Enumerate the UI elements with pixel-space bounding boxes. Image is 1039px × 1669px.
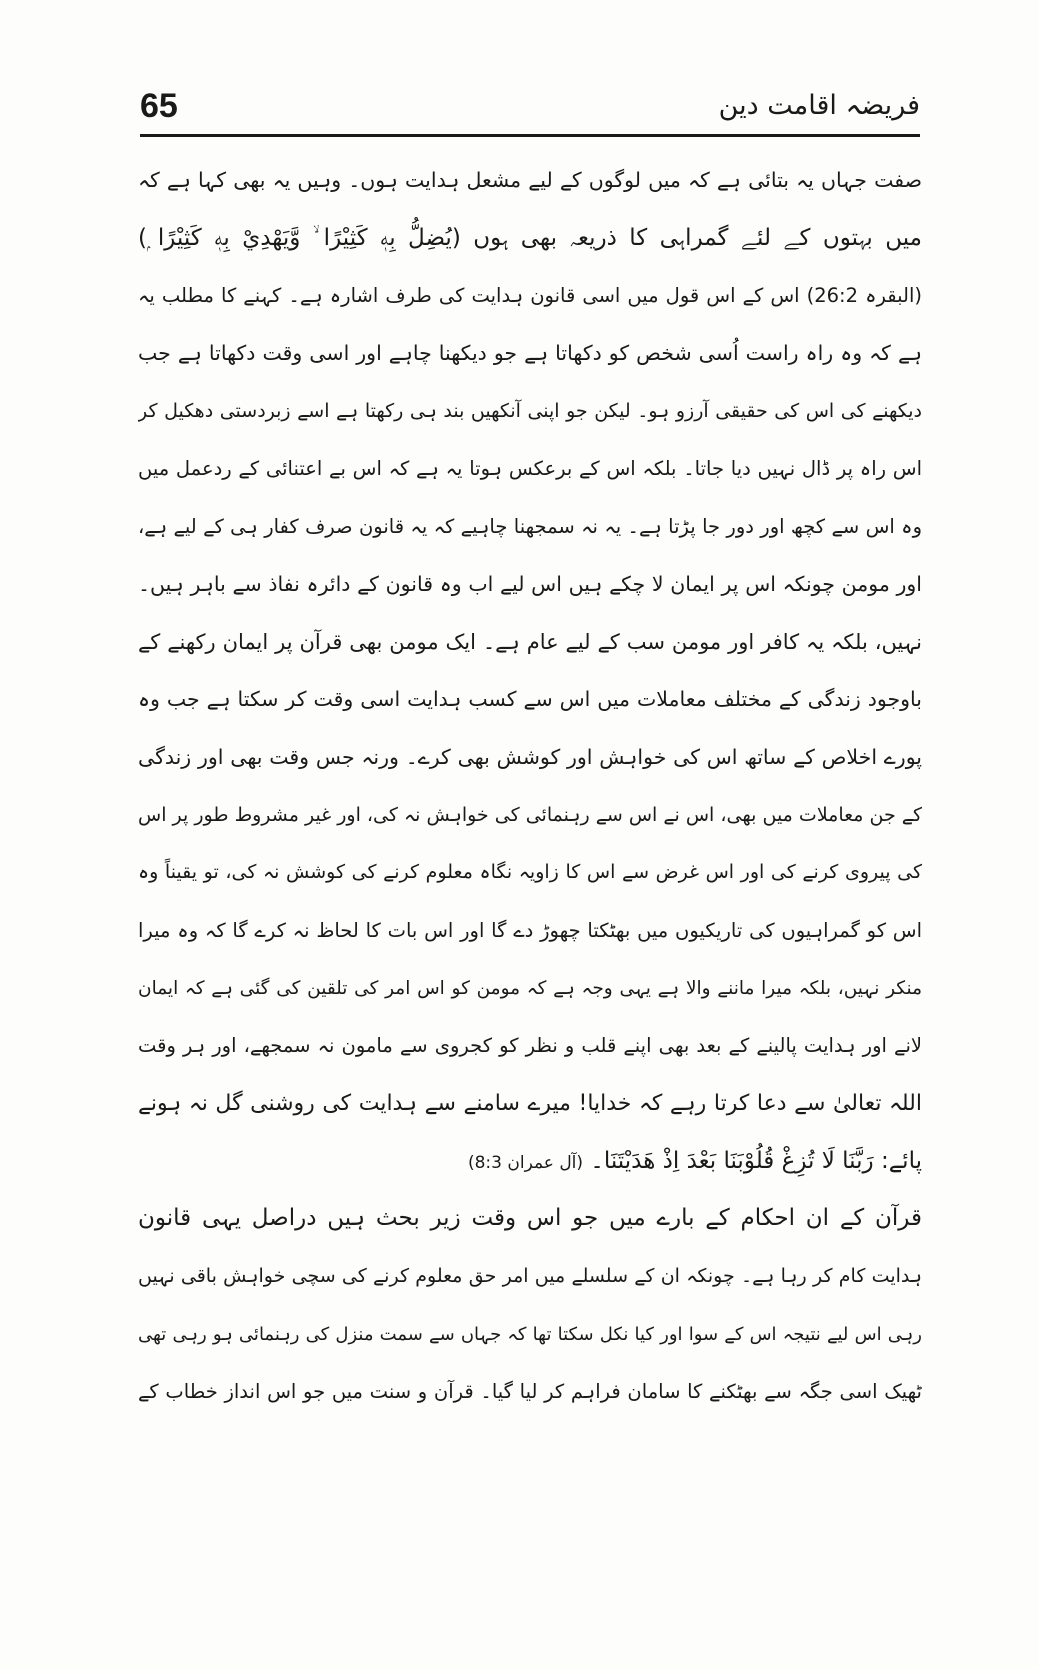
text-line: اور مومن چونکہ اس پر ایمان لا چکے ہیں اس لیے اب وہ قانون کے دائرہ نفاذ سے باہر ہیں۔ (138, 571, 922, 596)
text-line: اس راہ پر ڈال نہیں دیا جاتا۔ بلکہ اس کے برعکس ہوتا یہ ہے کہ اس بے اعتنائی کے ردعمل میں (138, 457, 922, 481)
text-line: پورے اخلاص کے ساتھ اس کی خواہش اور کوشش بھی کرے۔ ورنہ جس وقت بھی اور زندگی (138, 744, 922, 769)
text-line: ہدایت کام کر رہا ہے۔ چونکہ ان کے سلسلے میں امر حق معلوم کرنے کی سچی خواہش باقی نہیں (138, 1265, 922, 1288)
text-line: اللہ تعالیٰ سے دعا کرتا رہے کہ خدایا! میرے سامنے سے ہدایت کی روشنی گل نہ ہونے (138, 1091, 922, 1116)
dua-reference: (آل عمران 8:3) (467, 1152, 584, 1173)
running-title: فریضہ اقامت دین (718, 90, 920, 121)
text-line: (البقرہ 26:2) اس کے اس قول میں اسی قانون ہدایت کی طرف اشارہ ہے۔ کہنے کا مطلب یہ (138, 284, 922, 308)
text-line: وہ اس سے کچھ اور دور جا پڑتا ہے۔ یہ نہ سمجھنا چاہیے کہ یہ قانون صرف کفار ہی کے لیے ہے، (138, 515, 922, 539)
page-header (140, 84, 920, 132)
dua-prefix: پائے: (880, 1147, 922, 1174)
text-line: صفت جہاں یہ بتائی ہے کہ میں لوگوں کے لیے مشعل ہدایت ہوں۔ وہیں یہ بھی کہا ہے کہ (138, 168, 922, 192)
text-line: منکر نہیں، بلکہ میرا ماننے والا ہے یہی وجہ ہے کہ مومن کو اس امر کی تلقین کی گئی ہے کہ ایمان (138, 977, 922, 999)
page-number: 65 (140, 87, 178, 125)
text-line: اس کو گمراہیوں کی تاریکیوں میں بھٹکتا چھوڑ دے گا اور اس بات کا لحاظ نہ کرے گا کہ وہ میرا (138, 918, 922, 942)
header-divider (140, 134, 920, 137)
text-line: کے جن معاملات میں بھی، اس نے اس سے رہنمائی کی خواہش نہ کی، اور غیر مشروط طور پر اس (138, 803, 922, 826)
text-line: کی پیروی کرنے کی اور اس غرض سے اس کا زاویہ نگاہ معلوم کرنے کی کوشش نہ کی، تو یقیناً وہ (138, 861, 922, 884)
text-line: لانے اور ہدایت پالینے کے بعد بھی اپنے قلب و نظر کو کجروی سے مامون نہ سمجھے، اور ہر وقت (138, 1034, 922, 1058)
text-line: میں بہتوں کے لئے گمراہی کا ذریعہ بھی ہوں (يُضِلُّ بِهٖ كَثِيْرًا ۙ وَّيَهْدِيْ بِهٖ كَثِيْرًا ۭ) (138, 224, 922, 251)
dua-arabic: رَبَّنَا لَا تُزِغْ قُلُوْبَنَا بَعْدَ اِذْ هَدَيْتَنَا۔ (590, 1147, 874, 1174)
text-line: ٹھیک اسی جگہ سے بھٹکنے کا سامان فراہم کر لیا گیا۔ قرآن و سنت میں جو اس انداز خطاب کے (138, 1380, 922, 1404)
text-line: باوجود زندگی کے مختلف معاملات میں اس سے کسب ہدایت اسی وقت کر سکتا ہے جب وہ (138, 687, 922, 712)
text-line: نہیں، بلکہ یہ کافر اور مومن سب کے لیے عام ہے۔ ایک مومن بھی قرآن پر ایمان رکھنے کے (138, 629, 922, 654)
text-line: رہی اس لیے نتیجہ اس کے سوا اور کیا نکل سکتا تھا کہ جہاں سے سمت منزل کی رہنمائی ہو رہی تھی (138, 1323, 922, 1345)
text-line: ہے کہ وہ راہ راست اُسی شخص کو دکھاتا ہے جو دیکھنا چاہے اور اسی وقت دکھاتا ہے جب (138, 341, 922, 366)
body-text (138, 152, 922, 1421)
text-line: دیکھنے کی اس کی حقیقی آرزو ہو۔ لیکن جو اپنی آنکھیں بند ہی رکھتا ہے اسے زبردستی دھکیل کر (138, 399, 922, 422)
dua-line (138, 1133, 922, 1191)
text-line: قرآن کے ان احکام کے بارے میں جو اس وقت زیر بحث ہیں دراصل یہی قانون (138, 1205, 922, 1232)
